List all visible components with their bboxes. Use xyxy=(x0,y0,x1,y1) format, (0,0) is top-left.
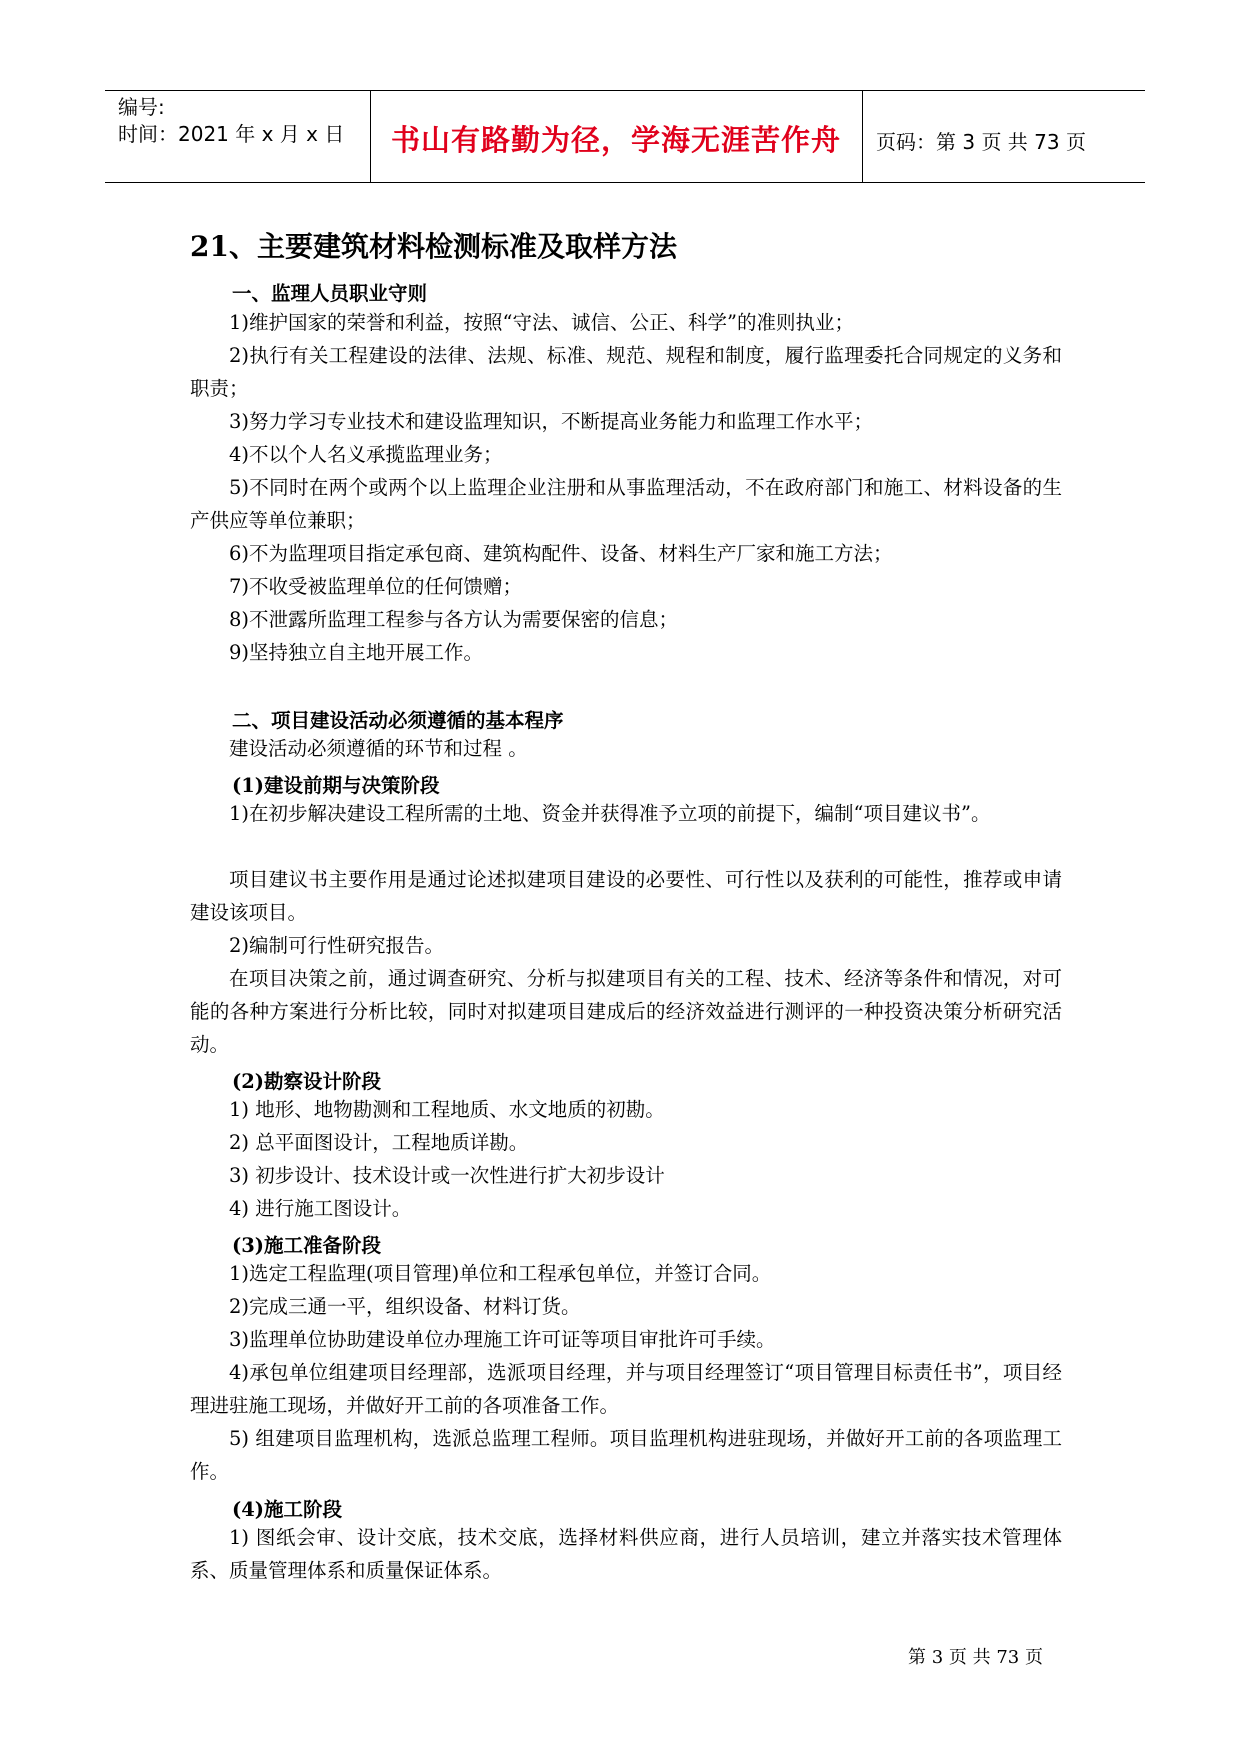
time-label: 时间：2021 年 x 月 x 日 xyxy=(118,122,345,146)
list-item: 2)执行有关工程建设的法律、法规、标准、规范、规程和制度，履行监理委托合同规定的义务和职责； xyxy=(190,344,1062,400)
list-item: 8)不泄露所监理工程参与各方认为需要保密的信息； xyxy=(229,608,679,631)
list-item: 4)不以个人名义承揽监理业务； xyxy=(229,443,503,466)
paragraph: 2)编制可行性研究报告。 xyxy=(229,934,445,957)
stage2-heading: (2)勘察设计阶段 xyxy=(232,1070,382,1093)
header-top-rule xyxy=(105,90,1145,91)
stage4-heading: (4)施工阶段 xyxy=(232,1498,343,1521)
section2-heading: 二、项目建设活动必须遵循的基本程序 xyxy=(232,709,564,732)
list-item: 3)监理单位协助建设单位办理施工许可证等项目审批许可手续。 xyxy=(229,1328,776,1351)
section2-intro: 建设活动必须遵循的环节和过程 。 xyxy=(229,737,528,760)
section1-heading: 一、监理人员职业守则 xyxy=(232,282,428,305)
header-divider xyxy=(862,90,863,182)
header-page-label: 页码：第 3 页 共 73 页 xyxy=(876,130,1086,154)
list-item: 2) 总平面图设计，工程地质详勘。 xyxy=(229,1131,529,1154)
list-item: 9)坚持独立自主地开展工作。 xyxy=(229,641,484,664)
list-item: 7)不收受被监理单位的任何馈赠； xyxy=(229,575,523,598)
document-title: 21、主要建筑材料检测标准及取样方法 xyxy=(190,230,677,263)
number-label: 编号: xyxy=(118,95,165,119)
stage1-heading: (1)建设前期与决策阶段 xyxy=(232,774,440,797)
list-item: 6)不为监理项目指定承包商、建筑构配件、设备、材料生产厂家和施工方法； xyxy=(229,542,893,565)
paragraph: 在项目决策之前，通过调查研究、分析与拟建项目有关的工程、技术、经济等条件和情况，对可能的各种方案进行分析比较，同时对拟建项目建成后的经济效益进行测评的一种投资决策分析研究活动。 xyxy=(190,967,1062,1056)
list-item: 5)不同时在两个或两个以上监理企业注册和从事监理活动，不在政府部门和施工、材料设备的生产供应等单位兼职； xyxy=(190,476,1062,532)
list-item: 3) 初步设计、技术设计或一次性进行扩大初步设计 xyxy=(229,1164,665,1187)
list-item: 1) 图纸会审、设计交底，技术交底，选择材料供应商，进行人员培训，建立并落实技术管理体系、质量管理体系和质量保证体系。 xyxy=(190,1526,1062,1582)
list-item: 1)选定工程监理(项目管理)单位和工程承包单位，并签订合同。 xyxy=(229,1262,772,1285)
list-item: 3)努力学习专业技术和建设监理知识，不断提高业务能力和监理工作水平； xyxy=(229,410,874,433)
list-item: 1) 地形、地物勘测和工程地质、水文地质的初勘。 xyxy=(229,1098,665,1121)
header-bottom-rule xyxy=(105,182,1145,183)
header-motto: 书山有路勤为径，学海无涯苦作舟 xyxy=(390,123,841,157)
list-item: 5) 组建项目监理机构，选派总监理工程师。项目监理机构进驻现场，并做好开工前的各项监理工作。 xyxy=(190,1427,1062,1483)
page-footer: 第 3 页 共 73 页 xyxy=(908,1647,1043,1668)
list-item: 1)维护国家的荣誉和利益，按照“守法、诚信、公正、科学”的准则执业； xyxy=(229,311,854,334)
list-item: 2)完成三通一平，组织设备、材料订货。 xyxy=(229,1295,581,1318)
paragraph: 项目建议书主要作用是通过论述拟建项目建设的必要性、可行性以及获利的可能性，推荐或申请建设该项目。 xyxy=(190,868,1062,924)
stage3-heading: (3)施工准备阶段 xyxy=(232,1234,382,1257)
paragraph: 1)在初步解决建设工程所需的土地、资金并获得准予立项的前提下，编制“项目建议书”。 xyxy=(229,802,991,825)
list-item: 4)承包单位组建项目经理部，选派项目经理，并与项目经理签订“项目管理目标责任书”，项目经理进驻施工现场，并做好开工前的各项准备工作。 xyxy=(190,1361,1062,1417)
list-item: 4) 进行施工图设计。 xyxy=(229,1197,412,1220)
